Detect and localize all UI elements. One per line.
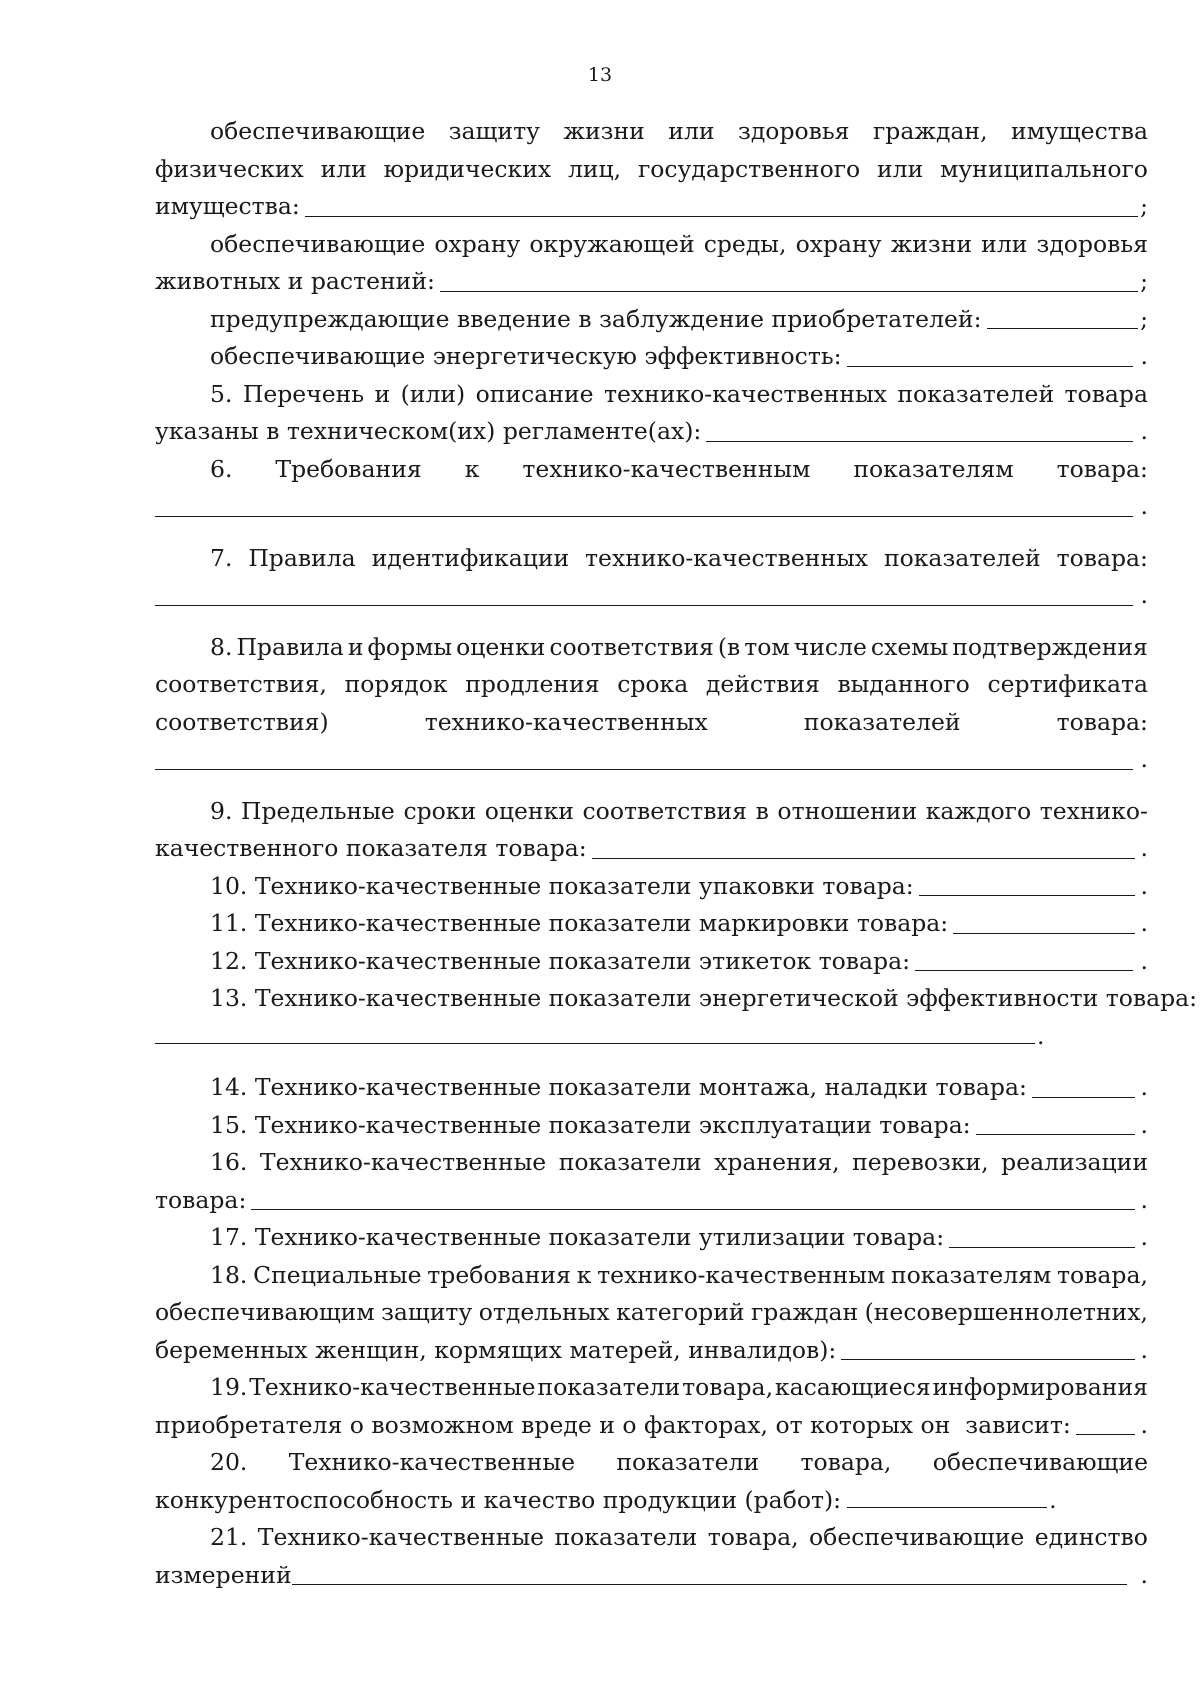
- word: отношении: [777, 796, 918, 825]
- word: выданного: [837, 670, 970, 698]
- word: показателям: [853, 454, 1014, 483]
- p18-line3: [155, 1332, 1148, 1370]
- word: сроки: [403, 796, 477, 825]
- word: 9.: [210, 796, 233, 825]
- word: перевозки,: [852, 1148, 989, 1176]
- p7-blank[interactable]: [155, 604, 1133, 606]
- word: 8.: [210, 632, 233, 661]
- p9-line2: [155, 830, 1148, 868]
- word: обеспечивающие: [932, 1448, 1148, 1476]
- p2-line2: [155, 263, 1148, 301]
- p5-end: .: [1140, 417, 1148, 445]
- p12-blank[interactable]: [915, 969, 1132, 971]
- p18-end: .: [1140, 1335, 1148, 1364]
- p15-line: [155, 1107, 1148, 1145]
- p13-line2: [155, 1018, 1148, 1056]
- word: обеспечивающим: [155, 1298, 375, 1326]
- word: Предельные: [241, 796, 395, 825]
- word: числе: [793, 632, 867, 661]
- p8-blank[interactable]: [155, 768, 1133, 770]
- p2-line1: [155, 226, 1148, 264]
- p16-label: товара:: [155, 1185, 247, 1214]
- word: 19.: [210, 1373, 248, 1401]
- p10-blank[interactable]: [919, 894, 1135, 896]
- word: защиту: [381, 1298, 473, 1326]
- word: в: [755, 796, 769, 825]
- word: товара:: [1056, 543, 1148, 572]
- p1-label: имущества:: [155, 192, 300, 220]
- p21-blank[interactable]: [292, 1583, 1127, 1585]
- p12-end: .: [1140, 946, 1148, 975]
- p16-end: .: [1140, 1185, 1148, 1214]
- word: показатели: [616, 1448, 760, 1476]
- word: категорий: [616, 1298, 745, 1326]
- word: товара,: [1057, 1260, 1148, 1289]
- p12-label: 12. Технико-качественные показатели этикеток товара:: [210, 946, 911, 975]
- p8-line4: [155, 741, 1148, 779]
- word: описание: [475, 379, 594, 408]
- word: показателям: [890, 1260, 1052, 1289]
- word: оценки: [484, 796, 574, 825]
- word: показателей: [897, 379, 1055, 408]
- word: 16.: [210, 1148, 248, 1176]
- word: или: [668, 117, 715, 145]
- p11-label: 11. Технико-качественные показатели маркировки товара:: [210, 909, 949, 937]
- p20-line1: [155, 1444, 1148, 1482]
- word: том: [744, 632, 790, 661]
- p17-line: [155, 1219, 1148, 1257]
- p11-line: [155, 905, 1148, 943]
- word: 20.: [210, 1448, 248, 1476]
- word: технико-качественных: [585, 543, 869, 572]
- p11-end: .: [1140, 909, 1148, 937]
- word: (или): [400, 379, 466, 408]
- p13-end: .: [1037, 1021, 1045, 1050]
- p1-line2: [155, 151, 1148, 189]
- p6-line1: [155, 451, 1148, 489]
- p19-line2: [155, 1407, 1148, 1445]
- word: окружающей: [529, 229, 695, 258]
- word: (несовершеннолетних,: [864, 1298, 1148, 1326]
- word: отдельных: [478, 1298, 610, 1326]
- p8-line3: [155, 704, 1148, 742]
- p18-label: беременных женщин, кормящих матерей, инвалидов):: [155, 1335, 837, 1364]
- word: идентификации: [371, 543, 570, 572]
- word: 21.: [210, 1523, 248, 1551]
- p1-line3: [155, 188, 1148, 226]
- word: физических: [155, 154, 304, 183]
- word: или: [877, 154, 924, 183]
- p2-blank[interactable]: [440, 290, 1138, 292]
- word: лиц,: [567, 154, 622, 183]
- p19-blank[interactable]: [1076, 1433, 1135, 1435]
- word: граждан: [750, 1298, 859, 1326]
- p14-blank[interactable]: [1032, 1096, 1135, 1098]
- p21-end: .: [1140, 1560, 1148, 1589]
- p10-label: 10. Технико-качественные показатели упаковки товара:: [210, 871, 914, 900]
- word: 7.: [210, 543, 233, 572]
- word: соответствия): [155, 707, 329, 736]
- word: Технико-качественные: [249, 1373, 536, 1401]
- word: сертификата: [987, 670, 1148, 698]
- word: требования: [427, 1260, 571, 1289]
- p1-end: ;: [1140, 192, 1148, 220]
- word: технико-качественных: [603, 379, 887, 408]
- word: технико-: [1039, 796, 1148, 825]
- word: действия: [705, 670, 820, 698]
- word: юридических: [383, 154, 552, 183]
- word: охрану: [434, 229, 521, 258]
- word: или: [320, 154, 367, 183]
- word: формы: [367, 632, 453, 661]
- p11-blank[interactable]: [953, 932, 1134, 934]
- p3-end: ;: [1140, 304, 1148, 333]
- p21-line1: [155, 1519, 1148, 1557]
- word: информирования: [932, 1373, 1148, 1401]
- p20-blank[interactable]: [847, 1506, 1047, 1508]
- p6-line2: [155, 488, 1148, 526]
- p15-label: 15. Технико-качественные показатели эксплуатации товара:: [210, 1110, 971, 1139]
- p4-blank[interactable]: [847, 365, 1133, 367]
- p17-blank[interactable]: [949, 1246, 1134, 1248]
- p8-end: .: [1140, 745, 1148, 773]
- document-body: [155, 113, 1198, 1594]
- word: обеспечивающие: [210, 229, 426, 258]
- word: Перечень: [242, 379, 365, 408]
- word: порядок: [344, 670, 448, 698]
- p9-end: .: [1140, 834, 1148, 862]
- p2-label: животных и растений:: [155, 267, 435, 295]
- word: товара,: [682, 1373, 774, 1401]
- word: 6.: [210, 454, 233, 483]
- p5-line2: [155, 413, 1148, 451]
- p10-end: .: [1140, 871, 1148, 900]
- p20-line2: [155, 1482, 1148, 1520]
- p18-line1: [155, 1257, 1148, 1295]
- word: жизни: [890, 229, 973, 258]
- word: здоровья: [1036, 229, 1148, 258]
- word: к: [464, 454, 480, 483]
- word: товара,: [707, 1523, 799, 1551]
- p14-line: [155, 1069, 1148, 1107]
- word: соответствия: [549, 632, 714, 661]
- word: Технико-качественные: [259, 1148, 547, 1176]
- word: имущества: [1011, 117, 1148, 145]
- word: товара: [1064, 379, 1148, 408]
- word: Требования: [275, 454, 422, 483]
- word: технико-качественных: [424, 707, 708, 736]
- p21-line2: [155, 1557, 1148, 1595]
- p5-label: указаны в техническом(их) регламенте(ах):: [155, 417, 702, 445]
- p4-line: [155, 338, 1148, 376]
- word: оценки: [456, 632, 546, 661]
- p19-end: .: [1140, 1410, 1148, 1439]
- word: каждого: [925, 796, 1032, 825]
- p3-label: предупреждающие введение в заблуждение приобретателей:: [210, 304, 982, 333]
- word: Специальные: [253, 1260, 422, 1289]
- p17-end: .: [1140, 1223, 1148, 1251]
- p20-label: конкурентоспособность и качество продукции (работ):: [155, 1485, 842, 1514]
- word: показатели: [537, 1373, 681, 1401]
- p13-line1: [155, 980, 1198, 1018]
- p10-line: [155, 868, 1148, 906]
- p4-end: .: [1140, 342, 1148, 370]
- word: жизни: [563, 117, 645, 145]
- word: срока: [617, 670, 689, 698]
- word: среды,: [703, 229, 787, 258]
- word: 18.: [210, 1260, 248, 1289]
- p18-blank[interactable]: [841, 1358, 1134, 1360]
- word: схемы: [870, 632, 949, 661]
- word: соответствия: [582, 796, 747, 825]
- p4-label: обеспечивающие энергетическую эффективность:: [210, 342, 842, 370]
- word: касающиеся: [774, 1373, 931, 1401]
- p13-blank[interactable]: [155, 1042, 1035, 1044]
- p7-line2: [155, 577, 1148, 615]
- word: Технико-качественные: [257, 1523, 545, 1551]
- word: защиту: [448, 117, 540, 145]
- word: или: [981, 229, 1028, 258]
- p3-blank[interactable]: [987, 327, 1139, 329]
- p13-label: 13. Технико-качественные показатели энергетической эффективности товара:: [210, 984, 1198, 1012]
- word: товара,: [800, 1448, 892, 1476]
- word: реализации: [1001, 1148, 1148, 1176]
- p16-line2: [155, 1182, 1148, 1220]
- p7-end: .: [1140, 581, 1148, 609]
- word: технико-качественным: [597, 1260, 886, 1289]
- word: Правила: [236, 632, 344, 661]
- p1-line1: [155, 113, 1148, 151]
- p16-blank[interactable]: [251, 1208, 1134, 1210]
- p7-line1: [155, 540, 1148, 578]
- word: здоровья: [738, 117, 850, 145]
- p18-line2: [155, 1294, 1148, 1332]
- word: Технико-качественные: [288, 1448, 576, 1476]
- word: обеспечивающие: [809, 1523, 1025, 1551]
- p2-end: ;: [1140, 267, 1148, 295]
- p9-line1: [155, 793, 1148, 831]
- p6-blank[interactable]: [155, 515, 1133, 517]
- p14-end: .: [1140, 1073, 1148, 1101]
- word: подтверждения: [952, 632, 1148, 661]
- p15-end: .: [1140, 1110, 1148, 1139]
- word: продления: [465, 670, 600, 698]
- page-number: 13: [587, 64, 613, 86]
- p9-label: качественного показателя товара:: [155, 834, 587, 862]
- p17-label: 17. Технико-качественные показатели утилизации товара:: [210, 1223, 945, 1251]
- word: единство: [1034, 1523, 1148, 1551]
- word: технико-качественным: [522, 454, 811, 483]
- word: Правила: [248, 543, 356, 572]
- word: граждан,: [872, 117, 988, 145]
- p15-blank[interactable]: [976, 1133, 1135, 1135]
- word: показателей: [803, 707, 961, 736]
- p19-line1: [155, 1369, 1148, 1407]
- p21-label: измерений: [155, 1560, 292, 1589]
- p6-end: .: [1140, 492, 1148, 520]
- word: показатели: [554, 1523, 698, 1551]
- p8-line1: [155, 629, 1148, 667]
- word: товара:: [1056, 454, 1148, 483]
- p5-blank[interactable]: [706, 440, 1132, 442]
- word: обеспечивающие: [210, 117, 426, 145]
- word: соответствия,: [155, 670, 327, 698]
- word: показатели: [558, 1148, 702, 1176]
- word: показателей: [883, 543, 1041, 572]
- word: государственного: [637, 154, 861, 183]
- word: к: [576, 1260, 592, 1289]
- p14-label: 14. Технико-качественные показатели монтажа, наладки товара:: [210, 1073, 1027, 1101]
- word: (в: [717, 632, 741, 661]
- p19-label: приобретателя о возможном вреде и о факторах, от которых он зависит:: [155, 1410, 1071, 1439]
- word: товара:: [1056, 707, 1148, 736]
- p8-line2: [155, 666, 1148, 704]
- word: и: [374, 379, 391, 408]
- p5-line1: [155, 376, 1148, 414]
- word: и: [347, 632, 364, 661]
- p20-end: .: [1049, 1485, 1057, 1514]
- word: муниципального: [940, 154, 1148, 183]
- word: хранения,: [714, 1148, 840, 1176]
- p1-blank[interactable]: [305, 215, 1138, 217]
- p16-line1: [155, 1144, 1148, 1182]
- p3-line: [155, 301, 1148, 339]
- p9-blank[interactable]: [592, 857, 1135, 859]
- word: 5.: [210, 379, 233, 408]
- p12-line: [155, 943, 1148, 981]
- word: охрану: [795, 229, 882, 258]
